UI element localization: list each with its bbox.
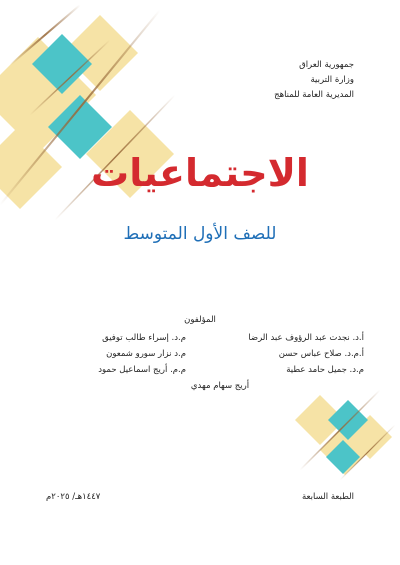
ministry-header [204,58,354,103]
author-name: أ.م.د. صلاح عباس حسن [278,349,364,359]
author-name: م.م. أريج اسماعيل حمود [98,365,186,375]
header-line-republic: جمهورية العراق [299,60,354,70]
publication-year: ١٤٤٧هـ/ ٢٠٢٥م [46,492,101,502]
author-name: م.د نزار سورو شمعون [106,349,186,359]
author-row [36,346,364,362]
author-name: أريج سهام مهدي [190,381,250,391]
header-line-directorate: المديرية العامة للمناهج [274,90,354,100]
author-row [36,378,364,394]
book-title: الاجتماعيات [91,151,309,195]
edition-label: الطبعة السابعة [302,492,354,502]
authors-list [36,330,364,394]
author-name: أ.د. نجدت عبد الرؤوف عبد الرضا [248,333,364,343]
header-line-ministry: وزارة التربية [310,75,354,85]
author-row [36,362,364,378]
authors-heading: المؤلفون [184,315,216,325]
author-name: م.د. إسراء طالب توفيق [102,333,186,343]
book-subtitle: للصف الأول المتوسط [123,224,277,244]
bottom-right-pattern [295,390,395,480]
author-name: م.د. جميل حامد عطية [286,365,364,375]
author-row [36,330,364,346]
